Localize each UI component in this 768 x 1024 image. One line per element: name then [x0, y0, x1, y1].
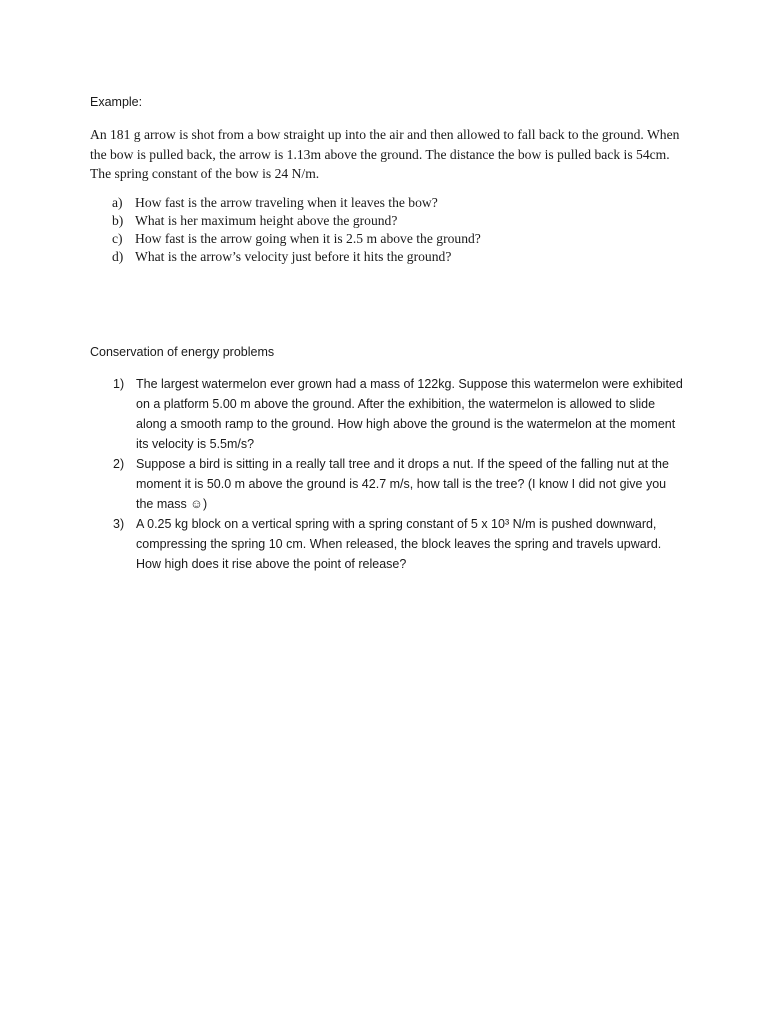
- list-item: [112, 212, 632, 230]
- list-marker: d): [112, 249, 124, 264]
- example-paragraph: An 181 g arrow is shot from a bow straight up into the air and then allowed to fall back to the ground. When the bow is pulled back, the arrow is 1.13m above the ground. The distance the bow is pulled back is 54cm. The spring constant of the bow is 24 N/m.: [90, 127, 680, 181]
- question-text: How fast is the arrow traveling when it leaves the bow?: [135, 195, 438, 210]
- list-item: [113, 514, 683, 574]
- list-number: 3): [113, 517, 125, 531]
- list-marker: b): [112, 213, 124, 228]
- list-item: [113, 374, 683, 454]
- list-marker: a): [112, 195, 123, 210]
- problem-text: Suppose a bird is sitting in a really tall tree and it drops a nut. If the speed of the falling nut at the moment it is 50.0 m above the ground is 42.7 m/s, how tall is the tree? (I know I did not give you the mass ☺): [136, 457, 669, 511]
- list-item: [112, 230, 632, 248]
- problem-text: The largest watermelon ever grown had a mass of 122kg. Suppose this watermelon were exhibited on a platform 5.00 m above the ground. After the exhibition, the watermelon is allowed to slide along a smooth ramp to the ground. How high above the ground is the watermelon at the moment its velocity is 5.5m/s?: [136, 377, 683, 451]
- list-item: [112, 194, 632, 212]
- question-text: What is her maximum height above the ground?: [135, 213, 398, 228]
- question-text: What is the arrow’s velocity just before it hits the ground?: [135, 249, 452, 264]
- list-marker: c): [112, 231, 123, 246]
- list-item: [112, 248, 632, 266]
- conservation-heading: Conservation of energy problems: [90, 345, 275, 359]
- list-number: 1): [113, 377, 125, 391]
- example-question-list: [112, 194, 632, 266]
- example-heading: Example:: [90, 95, 143, 109]
- question-text: How fast is the arrow going when it is 2.5 m above the ground?: [135, 231, 481, 246]
- list-number: 2): [113, 457, 125, 471]
- problem-text: A 0.25 kg block on a vertical spring with a spring constant of 5 x 10³ N/m is pushed downward, compressing the spring 10 cm. When released, the block leaves the spring and travels upward. How high does it rise above the point of release?: [136, 517, 662, 571]
- list-item: [113, 454, 683, 514]
- problem-list: [113, 374, 683, 574]
